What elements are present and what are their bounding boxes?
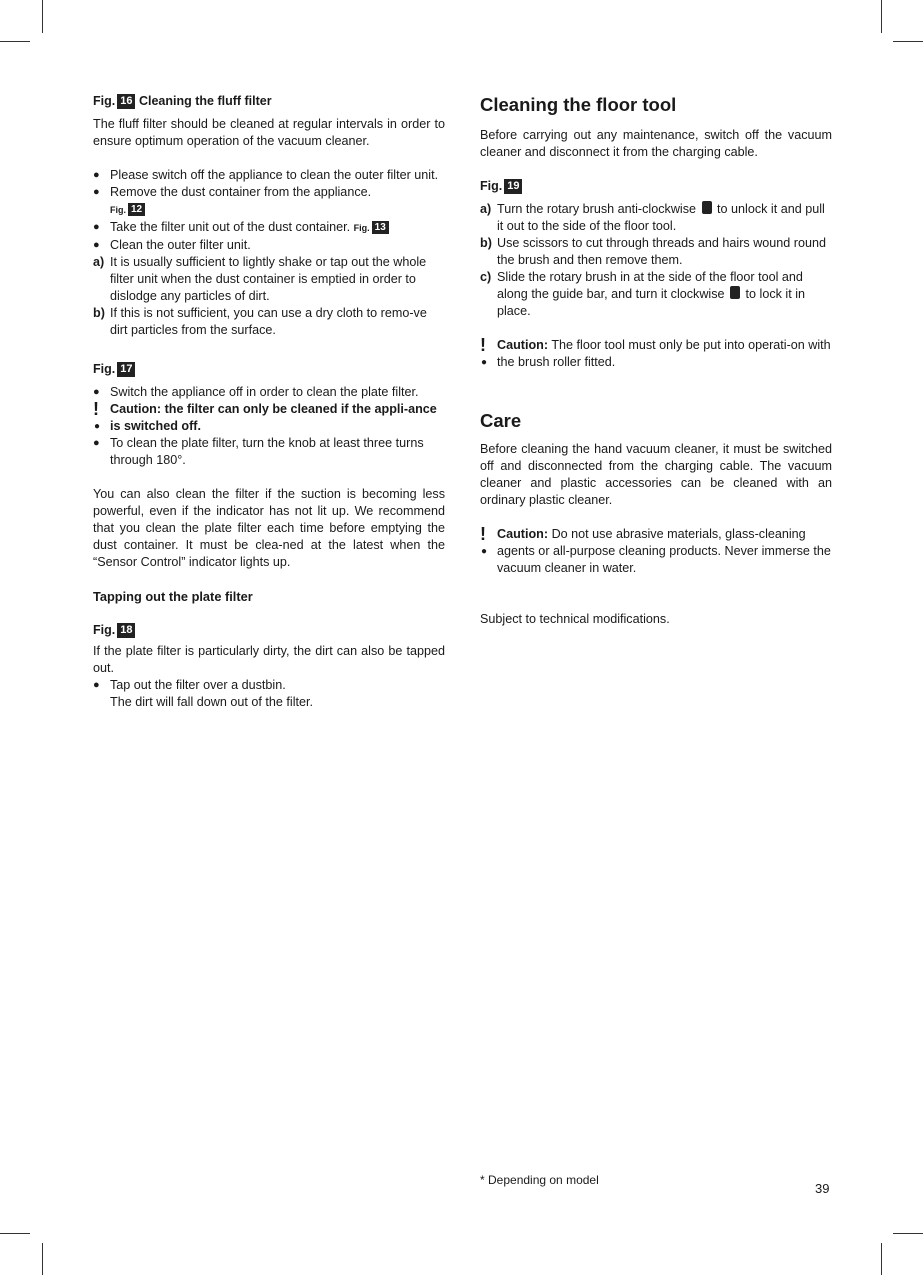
bullet-icon: ●: [481, 357, 488, 368]
bullet-icon: ●: [93, 437, 100, 449]
footnote: * Depending on model: [480, 1173, 599, 1187]
bullet-list: [93, 167, 445, 254]
right-column: [480, 93, 832, 628]
caution-note: ! ● Caution: The floor tool must only be put into operati-on with the brush roller fitted.: [480, 335, 831, 369]
list-item: ● Remove the dust container from the appliance. Fig. 12: [93, 185, 372, 215]
step-a: a) It is usually sufficient to lightly shake or tap out the whole filter unit when the dust container is emptied in order to dislodge any particles of dirt.: [93, 255, 427, 303]
bullet-list: [93, 435, 445, 469]
list-item: ● Clean the outer filter unit.: [93, 238, 251, 252]
fig-label: Fig. 17: [93, 361, 445, 378]
exclamation-icon: !: [93, 399, 99, 419]
crop-mark: [893, 1233, 923, 1234]
crop-mark: [893, 41, 923, 42]
bullet-icon: ●: [93, 221, 100, 233]
fig-number-badge: 18: [117, 623, 135, 638]
subject-note: Subject to technical modifications.: [480, 612, 670, 626]
fig-number-badge: 19: [504, 179, 522, 194]
list-item: ● To clean the plate filter, turn the knob at least three turns through 180°.: [93, 436, 424, 467]
exclamation-icon: !: [480, 335, 486, 355]
bullet-icon: ●: [93, 169, 100, 181]
step-b: b) If this is not sufficient, you can use a dry cloth to remo-ve dirt particles from the surface.: [93, 306, 427, 337]
fig-number-badge: 12: [128, 203, 145, 216]
fig16-heading: [93, 93, 445, 110]
bullet-icon: ●: [93, 239, 100, 251]
crop-mark: [42, 0, 43, 33]
crop-mark: [42, 1243, 43, 1275]
page-number: 39: [815, 1181, 830, 1196]
caution-note: ! ● Caution: the filter can only be cleaned if the appli-ance is switched off.: [93, 399, 437, 433]
crop-mark: [0, 1233, 30, 1234]
fig-label: Fig. 12: [110, 205, 145, 215]
fig-number-badge: 16: [117, 94, 135, 109]
bullet-icon: ●: [94, 421, 101, 432]
list-item: ● Tap out the filter over a dustbin. The dirt will fall down out of the filter.: [93, 678, 313, 709]
crop-mark: [881, 1243, 882, 1275]
step-c: c) Slide the rotary brush in at the side of the floor tool and along the guide bar, and turn it clockwise to lock it in place.: [480, 270, 806, 318]
padlock-closed-icon: [730, 286, 740, 299]
list-item: ● Switch the appliance off in order to clean the plate filter.: [93, 385, 419, 399]
tap-paragraph: If the plate filter is particularly dirty, the dirt can also be tapped out.: [93, 644, 445, 675]
intro-paragraph: The fluff filter should be cleaned at regular intervals in order to ensure optimum operation of the vacuum cleaner.: [93, 117, 445, 148]
section-heading-floor-tool: Cleaning the floor tool: [480, 94, 677, 115]
list-item: ● Take the filter unit out of the dust container. Fig. 13: [93, 219, 445, 237]
left-column: [93, 93, 445, 711]
section-title: Cleaning the fluff filter: [138, 94, 272, 108]
bullet-icon: ●: [93, 186, 100, 198]
suction-paragraph: You can also clean the filter if the suction is becoming less powerful, even if the indicator has not lit up. We recommend that you clean the plate filter each time before emptying the dust container. It must be clea-ned at the latest when the “Sensor Control” indicator lights up.: [93, 487, 445, 569]
caution-note: ! ● Caution: Do not use abrasive materials, glass-cleaning agents or all-purpose cleaning products. Never immerse the vacuum cleaner in water.: [480, 524, 831, 575]
fig-label: Fig. 13: [354, 223, 389, 233]
step-a: a) Turn the rotary brush anti-clockwise to unlock it and pull it out to the side of the floor tool.: [480, 202, 825, 233]
fig-label: Fig. 19: [480, 178, 832, 195]
crop-mark: [881, 0, 882, 33]
fig-number-badge: 13: [372, 221, 389, 234]
fig-number-badge: 17: [117, 362, 135, 377]
fig-label: Fig. 16: [93, 94, 135, 108]
section-heading-care: Care: [480, 410, 522, 431]
crop-mark: [0, 41, 30, 42]
fig-label: Fig. 18: [93, 622, 445, 639]
exclamation-icon: !: [480, 524, 486, 544]
bullet-icon: ●: [93, 386, 100, 398]
subheading: Tapping out the plate filter: [93, 589, 253, 604]
list-item: ● Please switch off the appliance to clean the outer filter unit.: [93, 168, 439, 182]
care-paragraph: Before cleaning the hand vacuum cleaner, it must be switched off and disconnected from the charging cable. The vacuum cleaner and plastic accessories can be cleaned with an ordinary plastic cleaner.: [480, 442, 832, 507]
step-b: b) Use scissors to cut through threads and hairs wound round the brush and then remove them.: [480, 236, 827, 267]
bullet-list: [93, 384, 445, 401]
bullet-icon: ●: [481, 546, 488, 557]
bullet-icon: ●: [93, 679, 100, 691]
bullet-list: [93, 677, 445, 711]
padlock-open-icon: [702, 201, 712, 214]
floor-intro: Before carrying out any maintenance, switch off the vacuum cleaner and disconnect it from the charging cable.: [480, 128, 832, 159]
